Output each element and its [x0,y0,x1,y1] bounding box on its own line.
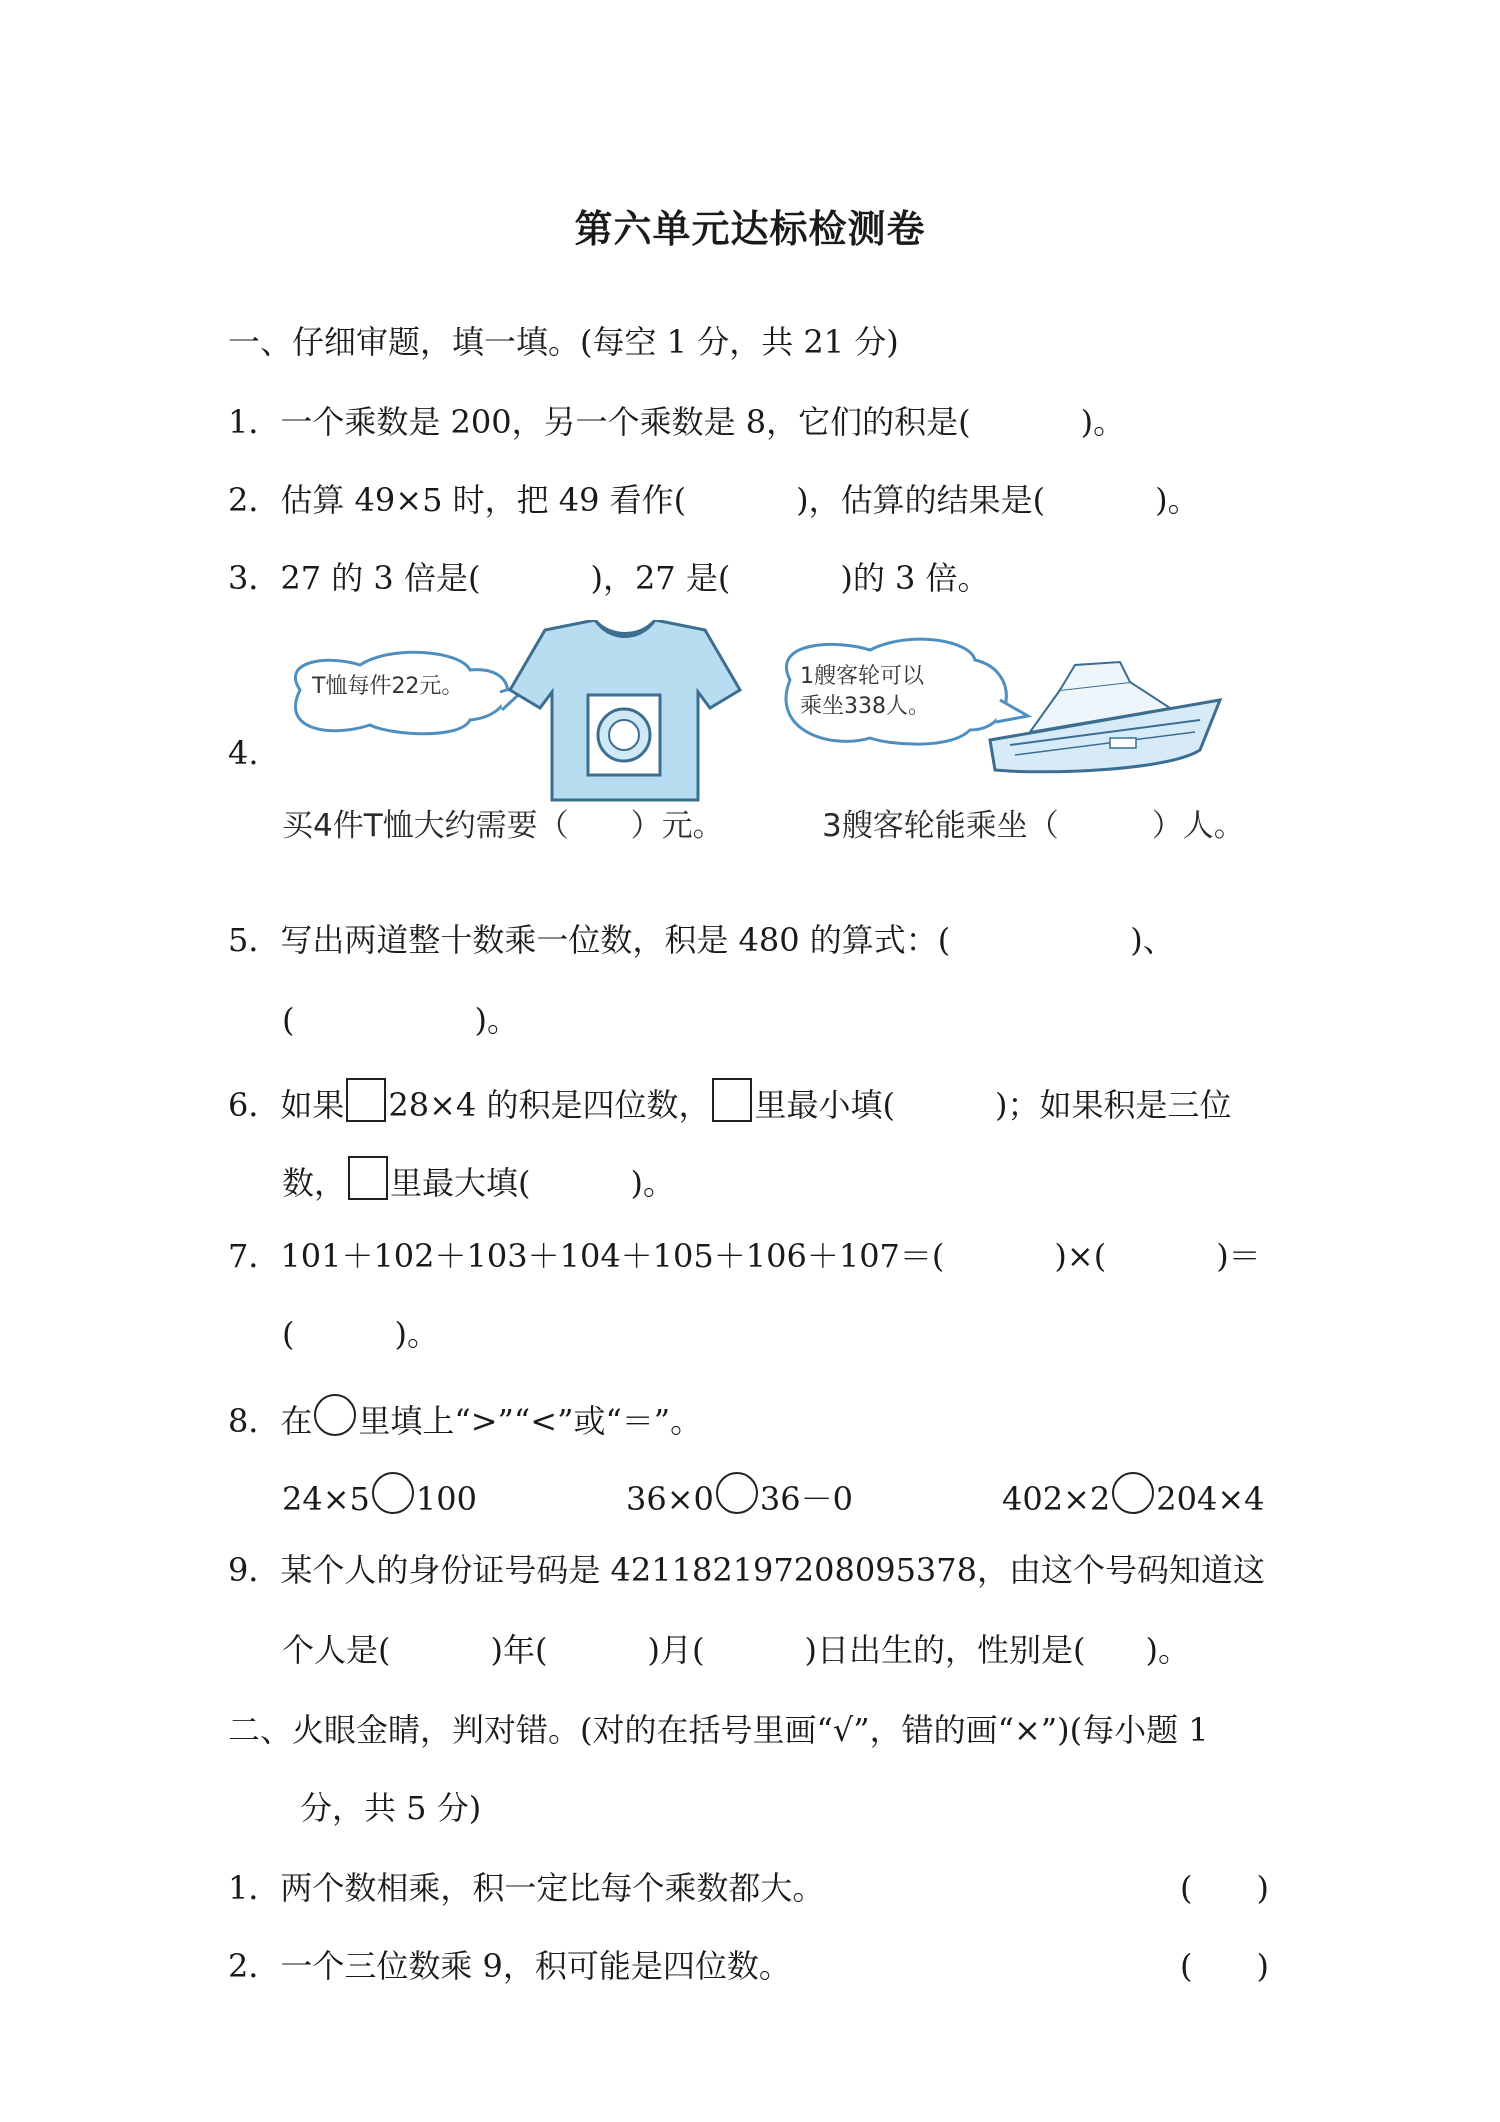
question-9-line2 [282,1630,1190,1670]
q5-close: )、 [1130,921,1175,959]
judge-answer-bracket[interactable]: ( ) [1180,1869,1269,1907]
square-box[interactable] [712,1078,752,1122]
q2-close: )。 [1155,481,1200,519]
q2-mid: )，估算的结果是( [796,481,1046,519]
question-2 [228,480,1200,520]
question-7 [228,1236,1261,1276]
q7-open2: ( [282,1315,295,1353]
question-6 [228,1078,1231,1125]
q4-caption-left: 买4件T恤大约需要（ ）元。 [282,808,724,844]
q1-text: 1．一个乘数是 200，另一个乘数是 8，它们的积是( [228,403,971,441]
square-box[interactable] [348,1156,388,1200]
question-5 [228,920,1175,960]
judge-question-1: 1．两个数相乘，积一定比每个乘数都大。 [228,1869,825,1907]
question-9: 9．某个人的身份证号码是 421182197208095378，由这个号码知道这 [228,1551,1266,1589]
question-5-line2 [282,1000,519,1040]
q8-item-right: 204×4 [1156,1480,1265,1518]
compare-circle[interactable] [372,1472,414,1514]
q5-close2: )。 [474,1001,519,1039]
q1-close: )。 [1080,403,1126,441]
question-6-line2 [282,1156,675,1203]
q7-mid: )×( [1054,1237,1107,1275]
compare-circle[interactable] [716,1472,758,1514]
q8-item-left: 36×0 [626,1480,714,1518]
question-3 [228,558,990,598]
q8-item-left: 402×2 [1002,1480,1111,1518]
q9-d: )日出生的，性别是( [804,1631,1086,1669]
bubble-right-text-2: 乘坐338人。 [800,694,930,719]
q4-caption-right: 3艘客轮能乘坐（ ）人。 [822,808,1245,844]
q8-post: 里填上“>”“<”或“＝”。 [358,1402,703,1440]
compare-circle[interactable] [1112,1472,1154,1514]
compare-circle[interactable] [314,1394,356,1436]
q3-mid: )，27 是( [590,559,731,597]
bubble-right-text-1: 1艘客轮可以 [800,664,924,689]
q3-text: 3．27 的 3 倍是( [228,559,481,597]
q8-item-right: 100 [415,1480,477,1518]
q8-item-right: 36－0 [759,1480,853,1518]
q5-text: 5．写出两道整十数乘一位数，积是 480 的算式：( [228,921,951,959]
tshirt-icon [510,620,740,800]
question-1 [228,402,1125,442]
q6-line2-a: 数， [282,1164,347,1202]
q7-post: )＝ [1216,1237,1261,1275]
section1-heading: 一、仔细审题，填一填。(每空 1 分，共 21 分) [228,323,899,361]
q6-d: )；如果积是三位 [994,1086,1232,1124]
q9-e: )。 [1145,1631,1190,1669]
q7-close2: )。 [394,1315,439,1353]
q6-a: 6．如果 [228,1086,345,1124]
q4-number: 4. [228,734,259,772]
judge-answer-bracket[interactable]: ( ) [1180,1947,1269,1985]
q6-line2-b: 里最大填( [390,1164,531,1202]
q3-close: )的 3 倍。 [840,559,990,597]
q5-open2: ( [282,1001,295,1039]
section2-heading: 二、火眼金睛，判对错。(对的在括号里画“√”，错的画“×”)(每小题 1 [228,1711,1209,1749]
q6-line2-c: )。 [630,1164,676,1202]
q6-c: 里最小填( [754,1086,895,1124]
bubble-left-text: T恤每件22元。 [312,674,464,699]
question-8 [228,1394,702,1441]
q2-text: 2．估算 49×5 时，把 49 看作( [228,481,687,519]
q9-b: )年( [490,1631,548,1669]
q8-item-2 [626,1472,853,1519]
q8-pre: 8．在 [228,1402,313,1440]
q8-item-1 [282,1472,477,1519]
q9-c: )月( [647,1631,705,1669]
section2-heading-line2: 分，共 5 分) [300,1789,482,1827]
q7-text: 7．101＋102＋103＋104＋105＋106＋107＝( [228,1237,945,1275]
q4-illustration [270,620,1250,810]
q6-b: 28×4 的积是四位数， [388,1086,711,1124]
q8-item-left: 24×5 [282,1480,370,1518]
q9-a: 个人是( [282,1631,391,1669]
q8-item-3 [1002,1472,1265,1519]
page-title: 第六单元达标检测卷 [574,207,926,251]
square-box[interactable] [346,1078,386,1122]
question-7-line2 [282,1314,439,1354]
judge-question-2: 2．一个三位数乘 9，积可能是四位数。 [228,1947,791,1985]
